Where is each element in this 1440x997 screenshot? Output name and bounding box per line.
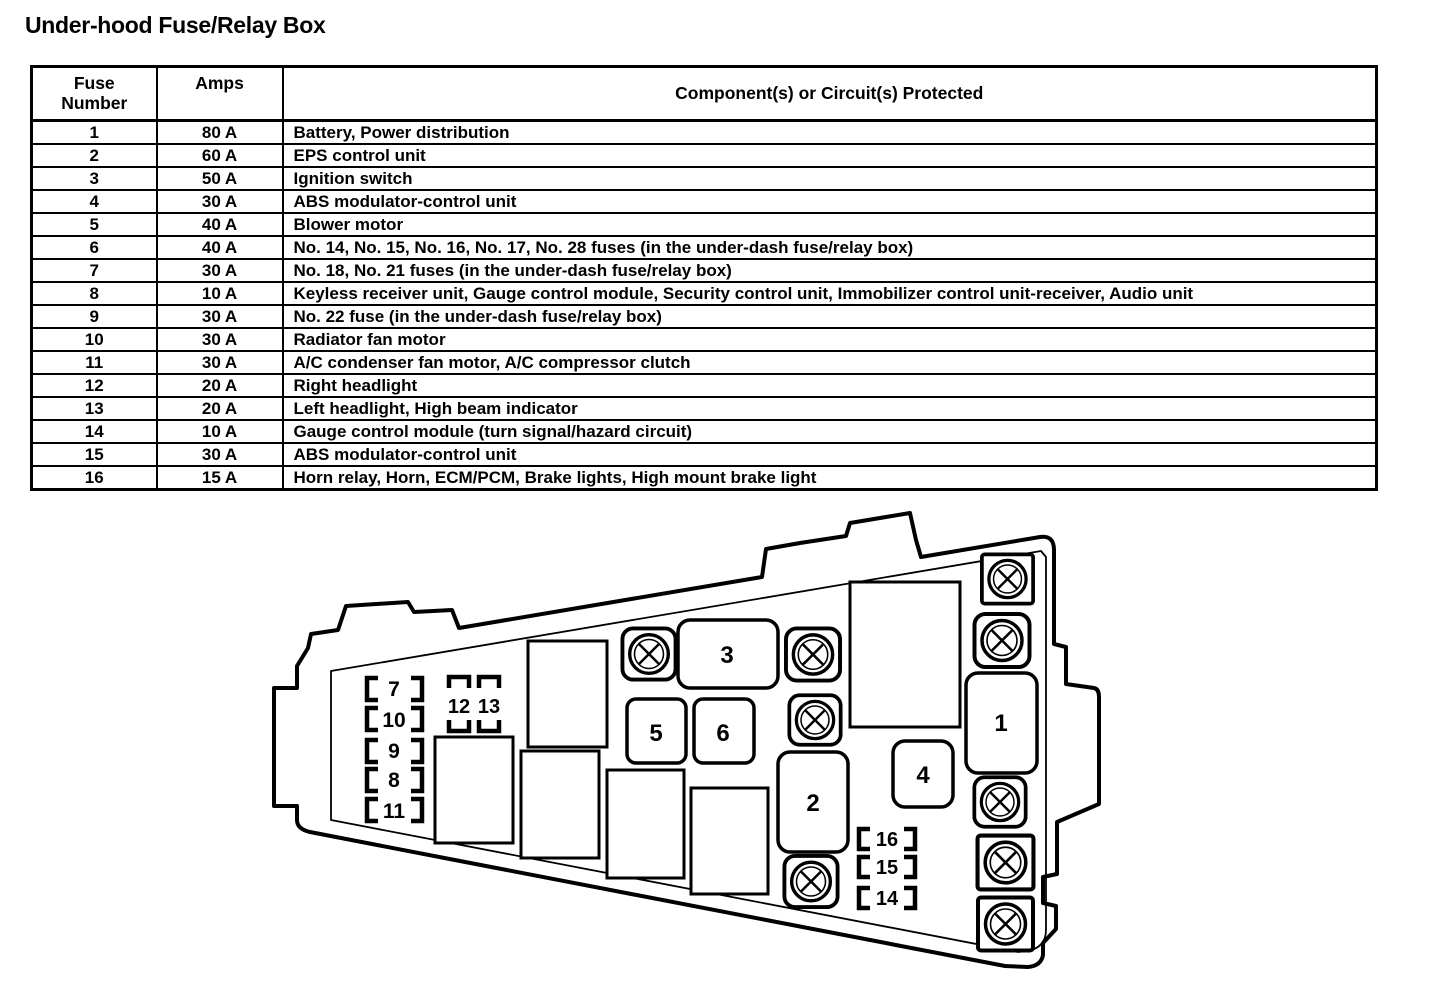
amps-cell: 15 A [157,466,283,490]
fuse-number-cell: 9 [32,305,157,328]
fuse-number-cell: 13 [32,397,157,420]
table-row [32,351,1377,374]
bolt-icon [982,554,1033,603]
amps-cell: 50 A [157,167,283,190]
component-cell: ABS modulator-control unit [283,190,1377,213]
fuse-number-cell: 4 [32,190,157,213]
component-cell: Keyless receiver unit, Gauge control module, Security control unit, Immobilizer control unit-receiver, Audio unit [283,282,1377,305]
table-row [32,259,1377,282]
amps-cell: 30 A [157,259,283,282]
bolt-icon [975,614,1030,667]
table-row [32,397,1377,420]
fuse-number-cell: 14 [32,420,157,443]
fuse-label-4: 4 [916,762,930,789]
fuse-table [30,65,1378,491]
fuse-label-2: 2 [806,790,820,817]
table-row [32,443,1377,466]
component-cell: Left headlight, High beam indicator [283,397,1377,420]
amps-cell: 30 A [157,328,283,351]
fuse-label-15: 15 [875,857,899,879]
component-cell: Blower motor [283,213,1377,236]
component-cell: No. 18, No. 21 fuses (in the under-dash fuse/relay box) [283,259,1377,282]
component-cell: A/C condenser fan motor, A/C compressor clutch [283,351,1377,374]
fuse-label-16: 16 [875,829,899,851]
component-cell: No. 14, No. 15, No. 16, No. 17, No. 28 fuses (in the under-dash fuse/relay box) [283,236,1377,259]
header-components: Component(s) or Circuit(s) Protected [283,67,1377,121]
table-row [32,167,1377,190]
relay-block [435,737,513,843]
bolt-icon [974,777,1025,826]
fuse-label-12: 12 [447,696,471,718]
relay-block [607,770,684,878]
component-cell: Ignition switch [283,167,1377,190]
amps-cell: 20 A [157,397,283,420]
bolt-icon [784,856,837,907]
fuse-label-10: 10 [382,709,406,732]
table-header-row [32,67,1377,121]
fuse-number-cell: 1 [32,121,157,145]
relay-block [850,582,960,727]
relay-block [521,751,599,858]
fuse-label-9: 9 [388,740,400,763]
fuse-number-cell: 11 [32,351,157,374]
header-amps: Amps [157,67,283,121]
relay-block [691,788,768,894]
component-cell: ABS modulator-control unit [283,443,1377,466]
fuse-number-cell: 10 [32,328,157,351]
table-row [32,190,1377,213]
component-cell: Radiator fan motor [283,328,1377,351]
bolt-icon [622,628,675,679]
amps-cell: 10 A [157,420,283,443]
relay-block [528,641,607,747]
amps-cell: 20 A [157,374,283,397]
table-row [32,144,1377,167]
fuse-label-1: 1 [994,710,1008,737]
table-row [32,374,1377,397]
fuse-label-13: 13 [477,696,501,718]
fuse-label-3: 3 [720,642,734,669]
fuse-box-diagram [250,498,1130,992]
bolt-icon [786,628,840,680]
header-fuse-number: Fuse Number [32,67,157,121]
fuse-number-cell: 8 [32,282,157,305]
table-row [32,305,1377,328]
component-cell: No. 22 fuse (in the under-dash fuse/relay box) [283,305,1377,328]
fuse-number-cell: 3 [32,167,157,190]
amps-cell: 30 A [157,305,283,328]
fuse-label-7: 7 [388,678,400,701]
fuse-number-cell: 5 [32,213,157,236]
fuse-box-drawing [250,498,1130,992]
fuse-label-6: 6 [716,720,730,747]
table-row [32,236,1377,259]
table-row [32,420,1377,443]
table-row [32,121,1377,145]
component-cell: Horn relay, Horn, ECM/PCM, Brake lights, High mount brake light [283,466,1377,490]
fuse-number-cell: 2 [32,144,157,167]
bolt-icon [978,898,1033,951]
fuse-number-cell: 16 [32,466,157,490]
component-cell: EPS control unit [283,144,1377,167]
fuse-label-11: 11 [382,800,406,823]
fuse-number-cell: 7 [32,259,157,282]
amps-cell: 80 A [157,121,283,145]
page-title: Under-hood Fuse/Relay Box [25,12,326,38]
bolt-icon [789,695,840,744]
amps-cell: 30 A [157,443,283,466]
fuse-number-cell: 6 [32,236,157,259]
table-row [32,466,1377,490]
amps-cell: 60 A [157,144,283,167]
amps-cell: 30 A [157,351,283,374]
fuse-number-cell: 15 [32,443,157,466]
bolt-icon [978,836,1034,890]
amps-cell: 40 A [157,236,283,259]
amps-cell: 30 A [157,190,283,213]
amps-cell: 10 A [157,282,283,305]
fuse-label-8: 8 [388,769,400,792]
component-cell: Right headlight [283,374,1377,397]
table-row [32,328,1377,351]
fuse-label-14: 14 [875,888,899,910]
fuse-label-5: 5 [649,720,663,747]
table-row [32,282,1377,305]
component-cell: Gauge control module (turn signal/hazard circuit) [283,420,1377,443]
component-cell: Battery, Power distribution [283,121,1377,145]
fuse-number-cell: 12 [32,374,157,397]
amps-cell: 40 A [157,213,283,236]
fuse-table-body [32,121,1377,490]
table-row [32,213,1377,236]
